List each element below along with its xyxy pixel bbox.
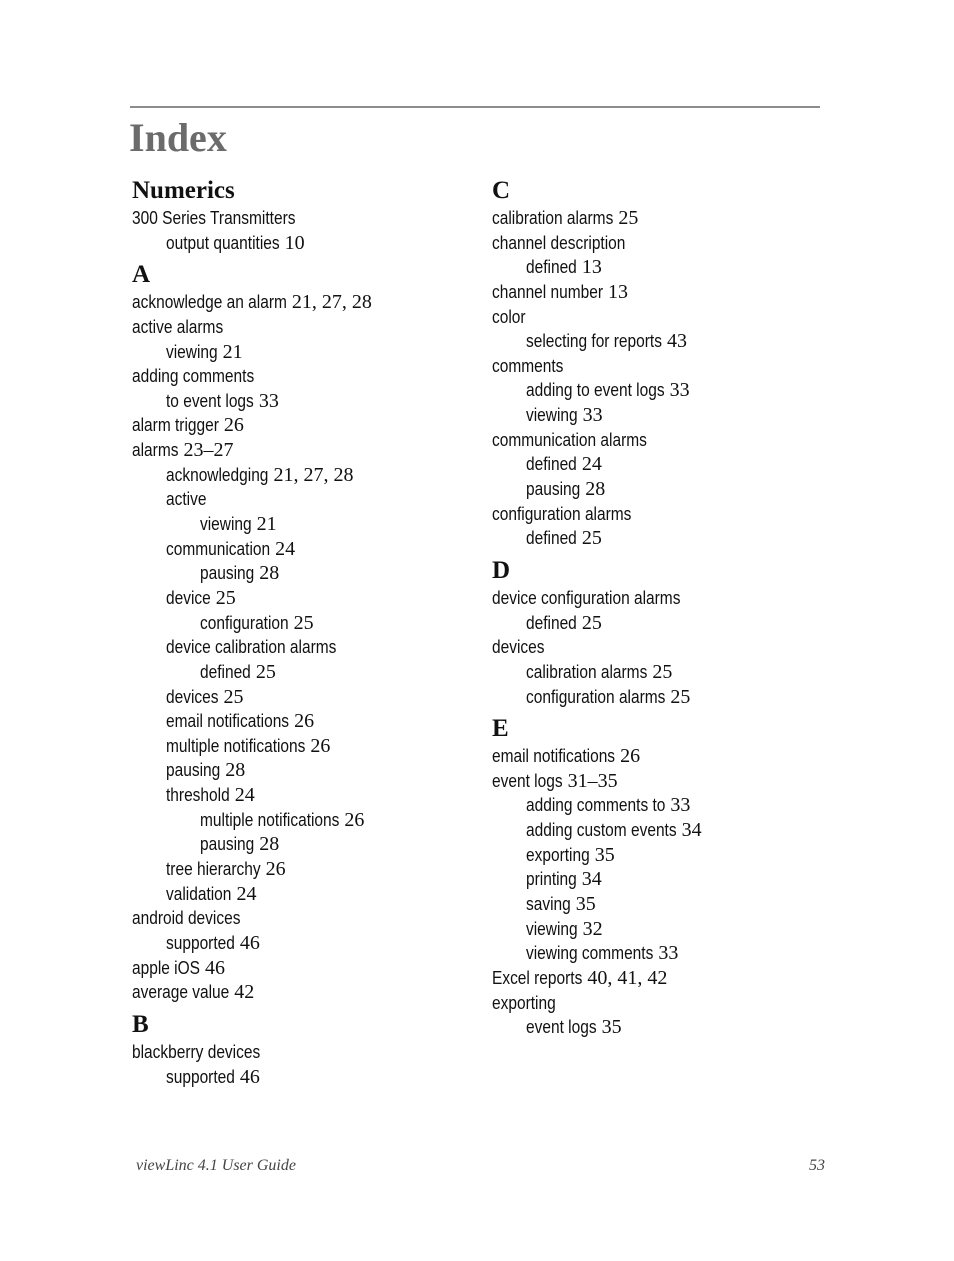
index-entry xyxy=(492,329,832,354)
index-entry xyxy=(492,843,832,868)
index-entry xyxy=(132,206,472,231)
index-term: multiple notifications xyxy=(166,735,306,756)
index-term: 300 Series Transmitters xyxy=(132,208,296,228)
index-entry xyxy=(132,561,472,586)
index-page-ref[interactable]: 32 xyxy=(582,917,603,940)
index-entry xyxy=(132,487,472,512)
index-term: threshold xyxy=(166,785,230,806)
index-entry xyxy=(492,793,832,818)
index-term: adding custom events xyxy=(526,820,677,841)
index-page-ref[interactable]: 26 xyxy=(620,745,641,768)
index-term: supported xyxy=(166,1066,235,1087)
index-entry xyxy=(492,206,832,231)
index-entry xyxy=(132,290,472,315)
index-entry xyxy=(492,305,832,330)
index-term: alarm trigger xyxy=(132,415,219,436)
index-page-ref[interactable]: 46 xyxy=(205,956,226,979)
index-entry xyxy=(132,586,472,611)
index-term: saving xyxy=(526,894,571,915)
index-entry xyxy=(492,991,832,1016)
index-term: device configuration alarms xyxy=(492,587,681,608)
index-page-ref[interactable]: 33 xyxy=(658,942,679,965)
index-term: email notifications xyxy=(492,746,616,767)
index-entry xyxy=(132,758,472,783)
index-page-ref[interactable]: 33 xyxy=(670,794,691,817)
index-term: output quantities xyxy=(166,232,280,253)
index-page-ref[interactable]: 24 xyxy=(236,882,257,905)
index-term: to event logs xyxy=(166,390,254,411)
index-entry xyxy=(132,512,472,537)
index-page-ref[interactable]: 24 xyxy=(234,784,255,807)
index-entry xyxy=(132,906,472,931)
index-page-ref[interactable]: 26 xyxy=(310,734,331,757)
index-page-ref[interactable]: 43 xyxy=(666,330,687,353)
index-term: selecting for reports xyxy=(526,331,662,352)
index-entry xyxy=(132,734,472,759)
index-term: exporting xyxy=(492,992,556,1013)
index-term: pausing xyxy=(200,834,255,855)
index-term: average value xyxy=(132,982,230,1003)
index-page-ref[interactable]: 34 xyxy=(681,819,702,842)
section-letter: D xyxy=(492,556,511,584)
index-term: adding comments to xyxy=(526,795,666,816)
index-entry xyxy=(492,685,832,710)
index-term: pausing xyxy=(200,563,255,584)
index-term: device calibration alarms xyxy=(166,637,337,658)
index-term: communication alarms xyxy=(492,429,647,450)
index-page-ref[interactable]: 10 xyxy=(284,231,305,254)
index-term: device xyxy=(166,587,211,608)
index-entry xyxy=(132,980,472,1005)
index-page-ref[interactable]: 35 xyxy=(601,1016,622,1039)
index-page-ref[interactable]: 28 xyxy=(585,478,606,501)
index-page-ref[interactable]: 40, 41, 42 xyxy=(587,966,668,989)
index-entry xyxy=(132,364,472,389)
index-page-ref[interactable]: 13 xyxy=(581,256,602,279)
index-entry xyxy=(132,931,472,956)
index-entry xyxy=(492,867,832,892)
index-term: event logs xyxy=(526,1017,597,1038)
index-column-right xyxy=(492,176,832,1040)
index-page-ref[interactable]: 35 xyxy=(594,843,615,866)
index-term: defined xyxy=(526,612,577,633)
section-letter: E xyxy=(492,715,509,743)
index-page-ref[interactable]: 25 xyxy=(223,685,244,708)
index-term: acknowledge an alarm xyxy=(132,292,287,313)
index-entry xyxy=(132,1040,472,1065)
index-term: blackberry devices xyxy=(132,1041,261,1062)
index-entry xyxy=(492,403,832,428)
index-page-ref[interactable]: 46 xyxy=(239,1065,260,1088)
index-entry xyxy=(132,956,472,981)
index-page-ref[interactable]: 26 xyxy=(344,808,365,831)
index-term: defined xyxy=(526,528,577,549)
index-term: android devices xyxy=(132,908,241,929)
index-page-ref[interactable]: 28 xyxy=(225,759,246,782)
index-term: viewing comments xyxy=(526,943,654,964)
index-page-ref[interactable]: 28 xyxy=(259,562,280,585)
index-page-ref[interactable]: 26 xyxy=(294,710,315,733)
footer-document-title: viewLinc 4.1 User Guide xyxy=(136,1157,296,1174)
index-entry xyxy=(132,635,472,660)
index-page-ref[interactable]: 23–27 xyxy=(183,439,234,462)
index-page-ref[interactable]: 34 xyxy=(581,868,602,891)
index-page-ref[interactable]: 21, 27, 28 xyxy=(273,463,354,486)
index-page-ref[interactable]: 24 xyxy=(275,537,296,560)
index-entry xyxy=(492,818,832,843)
section-letter: A xyxy=(132,261,151,289)
index-term: adding comments xyxy=(132,366,255,387)
index-term: defined xyxy=(526,257,577,278)
index-entry xyxy=(492,966,832,991)
index-page-ref[interactable]: 33 xyxy=(258,389,279,412)
index-term: tree hierarchy xyxy=(166,859,261,880)
index-entry xyxy=(492,941,832,966)
index-term: adding to event logs xyxy=(526,380,665,401)
index-page-ref[interactable]: 26 xyxy=(223,414,244,437)
index-page-ref[interactable]: 25 xyxy=(581,611,602,634)
index-page-ref[interactable]: 13 xyxy=(608,280,629,303)
index-entry xyxy=(492,744,832,769)
index-entry xyxy=(492,586,832,611)
index-entry xyxy=(132,340,472,365)
index-entry xyxy=(132,315,472,340)
index-term: pausing xyxy=(526,479,581,500)
index-term: channel description xyxy=(492,232,626,253)
index-entry xyxy=(132,438,472,463)
section-letter: C xyxy=(492,177,511,204)
index-term: configuration alarms xyxy=(526,686,666,707)
index-term: devices xyxy=(492,637,545,658)
index-page-ref[interactable]: 42 xyxy=(234,981,255,1004)
index-page-ref[interactable]: 21 xyxy=(222,340,243,363)
index-entry xyxy=(492,354,832,379)
index-page-ref[interactable]: 28 xyxy=(259,833,280,856)
index-term: color xyxy=(492,306,526,327)
index-term: event logs xyxy=(492,770,563,791)
index-entry xyxy=(492,635,832,660)
index-entry xyxy=(492,1015,832,1040)
index-entry xyxy=(132,660,472,685)
index-entry xyxy=(492,280,832,305)
index-entry xyxy=(132,537,472,562)
index-page-ref[interactable]: 25 xyxy=(670,685,691,708)
index-page-ref[interactable]: 35 xyxy=(575,893,596,916)
index-entry xyxy=(132,231,472,256)
index-entry xyxy=(132,413,472,438)
index-column-left xyxy=(132,176,472,1089)
index-term: viewing xyxy=(166,341,218,362)
index-entry xyxy=(492,231,832,256)
index-term: calibration alarms xyxy=(526,661,648,682)
index-entry xyxy=(492,452,832,477)
page-title: Index xyxy=(129,115,227,160)
index-term: defined xyxy=(526,454,577,475)
index-term: validation xyxy=(166,883,232,904)
index-page-ref[interactable]: 33 xyxy=(669,379,690,402)
index-term: communication xyxy=(166,538,271,559)
index-entry xyxy=(132,389,472,414)
index-term: viewing xyxy=(526,918,578,939)
index-page-ref[interactable]: 25 xyxy=(293,611,314,634)
index-page-ref[interactable]: 21 xyxy=(256,513,277,536)
index-page-ref[interactable]: 25 xyxy=(255,660,276,683)
index-page-ref[interactable]: 33 xyxy=(582,404,603,427)
index-page-ref[interactable]: 21, 27, 28 xyxy=(291,291,372,314)
index-page-ref[interactable]: 25 xyxy=(215,586,236,609)
index-term: defined xyxy=(200,661,251,682)
index-term: comments xyxy=(492,355,564,376)
index-term: apple iOS xyxy=(132,957,200,978)
index-term: supported xyxy=(166,932,235,953)
index-term: exporting xyxy=(526,844,590,865)
index-entry xyxy=(492,255,832,280)
index-term: email notifications xyxy=(166,711,290,732)
index-term: configuration xyxy=(200,612,289,633)
index-term: Excel reports xyxy=(492,967,583,988)
index-entry xyxy=(492,917,832,942)
index-entry xyxy=(492,660,832,685)
header-rule xyxy=(130,106,820,108)
index-entry xyxy=(492,611,832,636)
index-entry xyxy=(492,769,832,794)
index-entry xyxy=(132,783,472,808)
index-term: viewing xyxy=(200,514,252,535)
index-entry xyxy=(132,709,472,734)
index-term: channel number xyxy=(492,281,604,302)
index-entry xyxy=(132,611,472,636)
index-entry xyxy=(492,892,832,917)
index-entry xyxy=(492,428,832,453)
index-entry xyxy=(492,526,832,551)
index-entry xyxy=(492,378,832,403)
index-entry xyxy=(132,1065,472,1090)
index-term: calibration alarms xyxy=(492,208,614,228)
section-letter: Numerics xyxy=(132,177,235,204)
index-term: alarms xyxy=(132,440,179,461)
index-page-ref[interactable]: 25 xyxy=(618,207,639,229)
index-term: configuration alarms xyxy=(492,503,632,524)
index-entry xyxy=(132,832,472,857)
index-entry xyxy=(132,685,472,710)
index-entry xyxy=(132,882,472,907)
index-term: active xyxy=(166,489,207,510)
index-term: pausing xyxy=(166,760,221,781)
index-page-ref[interactable]: 25 xyxy=(581,527,602,550)
footer-page-number: 53 xyxy=(809,1157,825,1174)
index-term: printing xyxy=(526,869,577,890)
index-term: devices xyxy=(166,686,219,707)
index-term: active alarms xyxy=(132,316,224,337)
index-entry xyxy=(132,857,472,882)
index-term: acknowledging xyxy=(166,464,269,485)
index-entry xyxy=(132,463,472,488)
index-entry xyxy=(492,502,832,527)
index-term: multiple notifications xyxy=(200,809,340,830)
index-page-ref[interactable]: 24 xyxy=(581,453,602,476)
index-entry xyxy=(492,477,832,502)
index-page-ref[interactable]: 31–35 xyxy=(567,769,618,792)
index-page-ref[interactable]: 25 xyxy=(652,660,673,683)
index-page-ref[interactable]: 26 xyxy=(265,858,286,881)
section-letter: B xyxy=(132,1010,149,1038)
index-entry xyxy=(132,808,472,833)
index-term: viewing xyxy=(526,405,578,426)
index-page-ref[interactable]: 46 xyxy=(239,931,260,954)
